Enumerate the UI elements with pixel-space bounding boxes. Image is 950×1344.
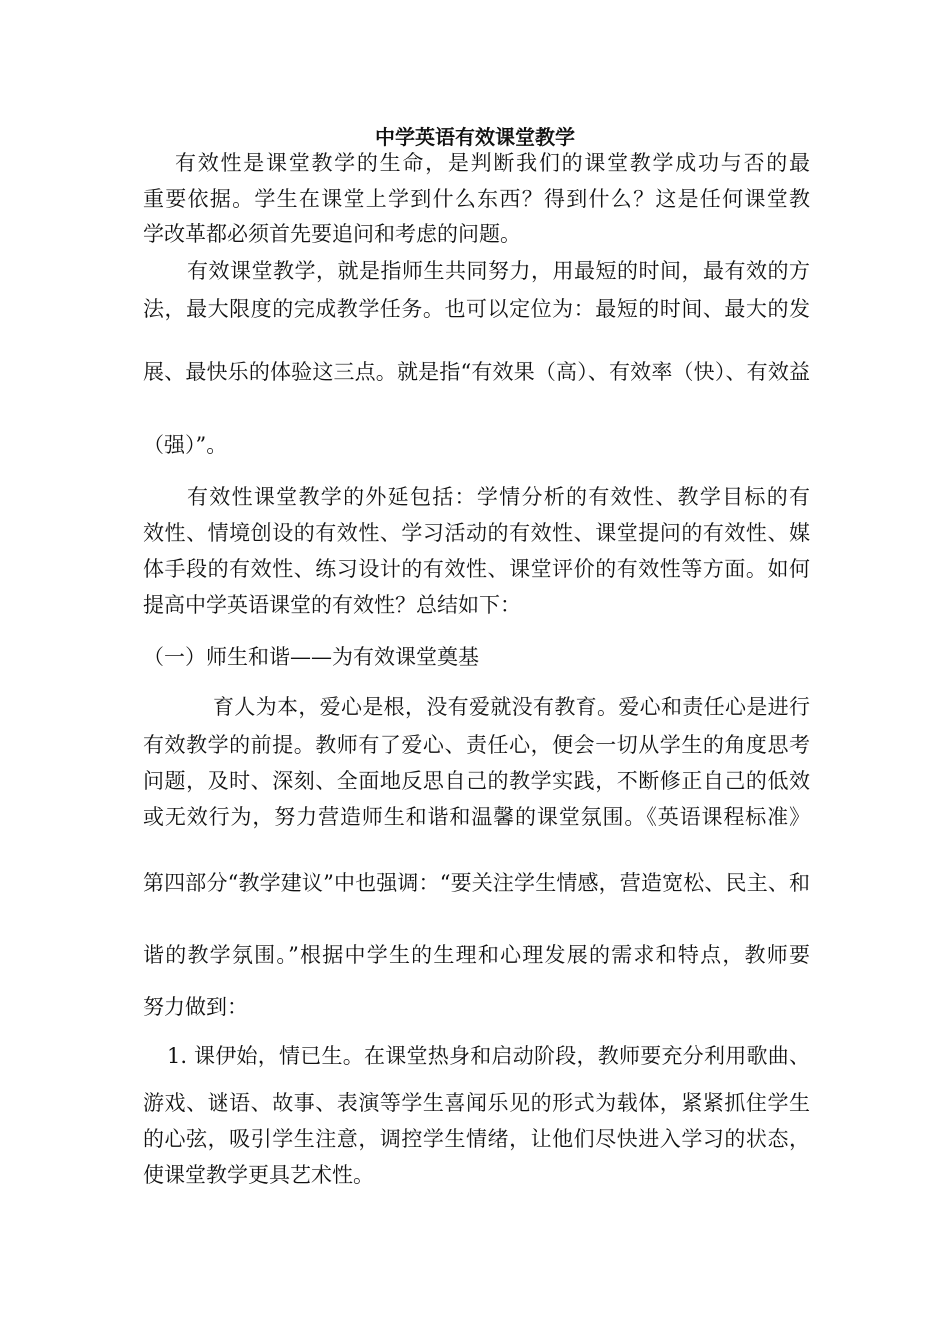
paragraph-line: 体手段的有效性、练习设计的有效性、课堂评价的有效性等方面。如何 [143,557,810,581]
paragraph-line: 谐的教学氛围。”根据中学生的生理和心理发展的需求和特点，教师要 [143,943,810,967]
paragraph-line: 学改革都必须首先要追问和考虑的问题。 [143,222,521,246]
paragraph-line: 有效教学的前提。教师有了爱心、责任心，便会一切从学生的角度思考 [143,733,810,757]
paragraph-line: 或无效行为，努力营造师生和谐和温馨的课堂氛围。《英语课程标准》 [143,805,810,829]
document-title: 中学英语有效课堂教学 [375,125,575,149]
list-item-line: 的心弦，吸引学生注意，调控学生情绪，让他们尽快进入学习的状态， [143,1127,810,1151]
list-item-line: 1. 课伊始，情已生。在课堂热身和启动阶段，教师要充分利用歌曲、 [167,1044,810,1068]
paragraph-line: 法，最大限度的完成教学任务。也可以定位为：最短的时间、最大的发 [143,297,810,321]
section-heading: （一）师生和谐——为有效课堂奠基 [143,645,479,669]
paragraph-line: 育人为本，爱心是根，没有爱就没有教育。爱心和责任心是进行 [213,695,810,719]
paragraph-line: 重要依据。学生在课堂上学到什么东西？得到什么？这是任何课堂教 [143,187,810,211]
paragraph-line: 展、最快乐的体验这三点。就是指“有效果（高）、有效率（快）、有效益 [143,360,810,384]
paragraph-line: 有效性是课堂教学的生命，是判断我们的课堂教学成功与否的最 [175,151,810,175]
paragraph-line: 有效课堂教学，就是指师生共同努力，用最短的时间，最有效的方 [187,259,810,283]
paragraph-line: 效性、情境创设的有效性、学习活动的有效性、课堂提问的有效性、媒 [143,521,810,545]
list-item-line: 游戏、谜语、故事、表演等学生喜闻乐见的形式为载体，紧紧抓住学生 [143,1091,810,1115]
paragraph-line: 第四部分“教学建议”中也强调：“要关注学生情感，营造宽松、民主、和 [143,871,810,895]
paragraph-line: 问题，及时、深刻、全面地反思自己的教学实践，不断修正自己的低效 [143,769,810,793]
paragraph-line: 有效性课堂教学的外延包括：学情分析的有效性、教学目标的有 [187,485,810,509]
paragraph-line: 提高中学英语课堂的有效性？总结如下： [143,593,521,617]
list-item-line: 使课堂教学更具艺术性。 [143,1163,374,1187]
paragraph-line: （强）”。 [143,433,228,457]
paragraph-line: 努力做到： [143,995,248,1019]
